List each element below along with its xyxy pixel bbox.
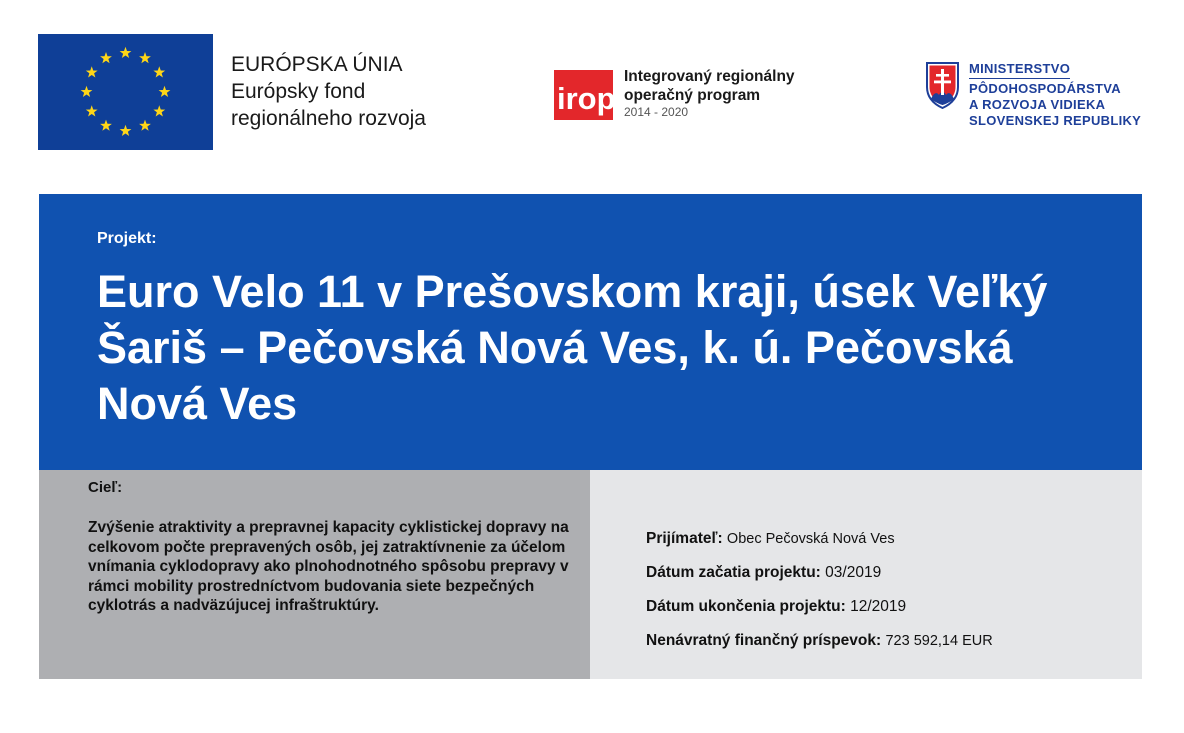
project-info-panel (590, 470, 1142, 679)
eu-star-icon (86, 66, 98, 77)
start-date-label: Dátum začatia projektu: (646, 564, 821, 581)
eu-star-icon (81, 86, 93, 97)
grant-label: Nenávratný finančný príspevok: (646, 632, 882, 649)
irop-label (624, 67, 795, 120)
eu-star-icon (139, 120, 151, 131)
irop-logo-text: irop (557, 81, 613, 116)
eu-line-2: Európsky fond (231, 80, 366, 103)
recipient-label: Prijímateľ: (646, 530, 723, 547)
eu-star-icon (120, 125, 132, 136)
eu-line-1: EURÓPSKA ÚNIA (231, 53, 403, 76)
slovak-coat-of-arms-icon (925, 61, 960, 109)
irop-line-1: Integrovaný regionálny (624, 68, 795, 85)
project-label: Projekt: (97, 230, 157, 247)
eu-flag-logo (38, 34, 213, 150)
eu-star-icon (100, 120, 112, 131)
eu-star-icon (159, 86, 171, 97)
eu-star-icon (100, 52, 112, 63)
start-date-value: 03/2019 (825, 564, 882, 581)
irop-years: 2014 - 2020 (624, 105, 689, 119)
goal-label: Cieľ: (88, 479, 123, 496)
project-title: Euro Velo 11 v Prešovskom kraji, úsek Veľký Šariš – Pečovská Nová Ves, k. ú. Pečovská Nová Ves (97, 266, 1048, 429)
recipient-value: Obec Pečovská Nová Ves (726, 531, 895, 547)
end-date-row (646, 590, 993, 624)
eu-line-3: regionálneho rozvoja (231, 107, 426, 130)
eu-stars-icon (38, 34, 213, 150)
grant-value: 723 592,14 EUR (885, 633, 993, 649)
ministry-label (969, 61, 1141, 129)
ministry-line-2: PÔDOHOSPODÁRSTVA (969, 81, 1121, 96)
grant-row (646, 624, 993, 658)
end-date-value: 12/2019 (850, 598, 907, 615)
eu-star-icon (120, 47, 132, 58)
goal-text: Zvýšenie atraktivity a prepravnej kapacity cyklistickej dopravy na celkovom počte prepravených osôb, jej zatraktívnenie za účelom vnímania cyklodopravy ako plnohodnotného spôsobu prepravy v rámci mobility prostredníctvom budovania siete bezpečných cyklotrás a nadväzújucej infraštruktúry. (88, 519, 569, 614)
eu-star-icon (153, 66, 165, 77)
irop-logo (554, 70, 613, 120)
irop-line-2: operačný program (624, 87, 761, 104)
eu-star-icon (86, 105, 98, 116)
ministry-line-1: MINISTERSTVO (969, 61, 1070, 79)
eu-star-icon (153, 105, 165, 116)
end-date-label: Dátum ukončenia projektu: (646, 598, 846, 615)
goal-panel (39, 470, 590, 679)
recipient-row (646, 522, 993, 556)
eu-fund-label (231, 51, 426, 132)
start-date-row (646, 556, 993, 590)
ministry-line-4: SLOVENSKEJ REPUBLIKY (969, 113, 1142, 128)
eu-star-icon (139, 52, 151, 63)
ministry-line-3: A ROZVOJA VIDIEKA (969, 97, 1106, 112)
project-panel (39, 194, 1142, 470)
